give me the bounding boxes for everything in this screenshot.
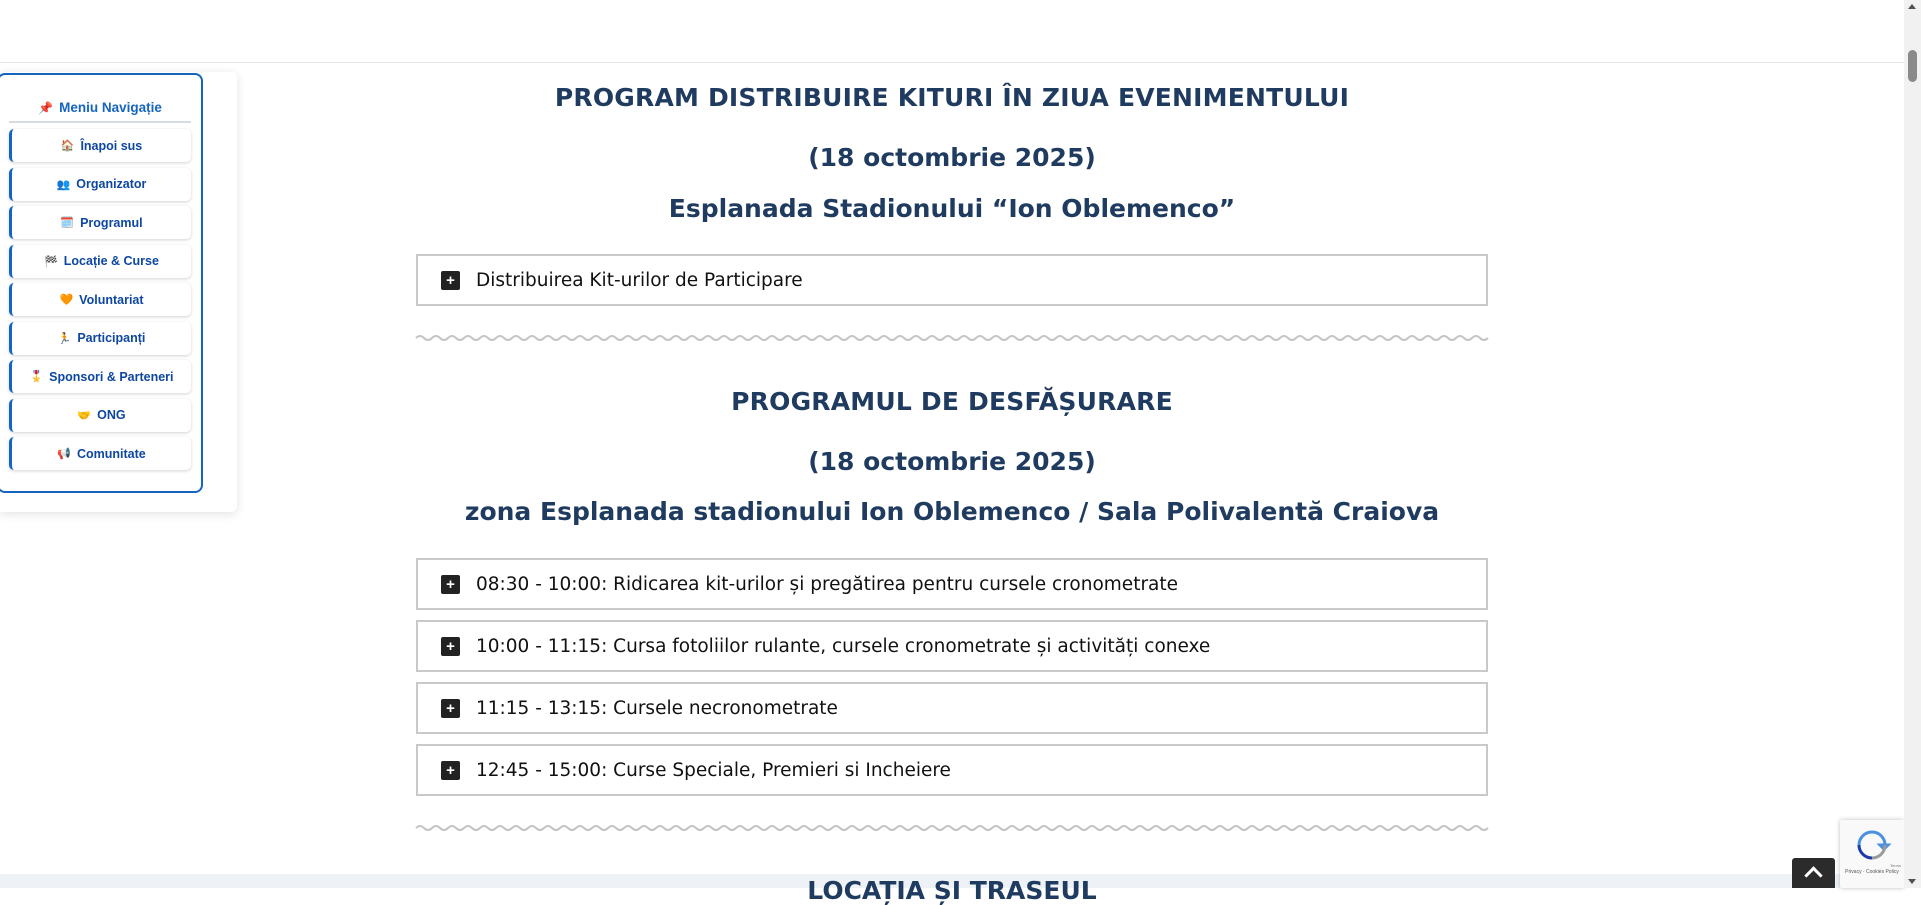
runner-icon: 🏃 (57, 332, 72, 345)
wave-divider (416, 821, 1488, 835)
kit-section-date: (18 octombrie 2025) (808, 143, 1096, 172)
side-navigation (0, 73, 203, 493)
nav-item-label: Comunitate (76, 446, 146, 461)
accordion-label: 08:30 - 10:00: Ridicarea kit-urilor și pregătirea pentru cursele cronometrate (476, 573, 1179, 595)
nav-item-label: Înapoi sus (80, 138, 143, 153)
nav-item-label: Voluntariat (79, 292, 144, 307)
kit-section-title: PROGRAM DISTRIBUIRE KITURI ÎN ZIUA EVENIMENTULUI (554, 83, 1350, 112)
program-section-title: PROGRAMUL DE DESFĂȘURARE (731, 387, 1173, 416)
house-icon: 🏠 (60, 140, 75, 152)
nav-item-locatie-curse[interactable] (9, 245, 191, 278)
accordion-label: Distribuirea Kit-urilor de Participare (476, 269, 803, 291)
plus-icon: + (441, 575, 460, 594)
recaptcha-policy[interactable]: Privacy · Cookies Policy (1845, 869, 1899, 875)
calendar-icon: 🗓️ (60, 217, 75, 229)
nav-item-participanti[interactable] (9, 322, 191, 355)
next-section-heading (0, 874, 1904, 905)
program-section-location: zona Esplanada stadionului Ion Oblemenco / Sala Polivalentă Craiova (464, 497, 1440, 526)
kit-section-location: Esplanada Stadionului “Ion Oblemenco” (668, 194, 1236, 223)
medal-icon: 🎖️ (29, 371, 44, 383)
accordion-label: 10:00 - 11:15: Cursa fotoliilor rulante, cursele cronometrate și activități conexe (476, 635, 1211, 657)
program-section-date: (18 octombrie 2025) (808, 447, 1096, 476)
nav-item-voluntariat[interactable] (9, 283, 191, 316)
accordion-program-item[interactable] (416, 682, 1488, 734)
wave-divider (416, 331, 1488, 345)
nav-item-ong[interactable] (9, 399, 191, 432)
nav-item-label: Locație & Curse (63, 254, 159, 268)
accordion-label: 11:15 - 13:15: Cursele necronometrate (476, 697, 838, 719)
accordion-program-item[interactable] (416, 620, 1488, 672)
scrollbar[interactable] (1904, 0, 1921, 888)
nav-item-label: Sponsori & Parteneri (49, 369, 174, 384)
back-to-top-button[interactable] (1792, 858, 1835, 888)
nav-list (9, 129, 191, 470)
nav-item-label: Organizator (76, 177, 147, 191)
site-header (0, 0, 1904, 63)
plus-icon: + (441, 699, 460, 718)
next-section-title: LOCAȚIA ȘI TRASEUL (807, 876, 1097, 905)
nav-item-sponsori-parteneri[interactable] (9, 360, 191, 393)
people-icon: 👥 (56, 178, 71, 191)
scrollbar-thumb[interactable] (1908, 50, 1917, 82)
megaphone-icon: 📢 (57, 448, 71, 460)
nav-title-text: Meniu Navigație (59, 100, 162, 115)
plus-icon: + (441, 637, 460, 656)
handshake-icon: 🤝 (77, 409, 92, 422)
chevron-up-icon (1804, 866, 1822, 884)
accordion-program-item[interactable] (416, 558, 1488, 610)
recaptcha-icon (1856, 829, 1888, 861)
accordion-kit-distribution[interactable] (416, 254, 1488, 306)
scroll-up-arrow-icon[interactable] (1908, 4, 1916, 9)
accordion-program-item[interactable] (416, 744, 1488, 796)
nav-title (9, 100, 191, 123)
nav-item-comunitate[interactable] (9, 437, 191, 470)
recaptcha-terms[interactable]: Terms (1890, 863, 1901, 868)
checkered-flag-icon: 🏁 (44, 255, 58, 268)
nav-item-programul[interactable] (9, 206, 191, 239)
recaptcha-badge[interactable] (1840, 820, 1904, 888)
plus-icon: + (441, 761, 460, 780)
nav-item-organizator[interactable] (9, 168, 191, 201)
nav-item-label: ONG (97, 408, 126, 422)
nav-item-inapoi-sus[interactable] (9, 129, 191, 162)
scroll-down-arrow-icon[interactable] (1908, 879, 1916, 884)
nav-item-label: Programul (80, 215, 143, 230)
nav-item-label: Participanți (77, 331, 146, 345)
accordion-label: 12:45 - 15:00: Curse Speciale, Premieri si Incheiere (476, 759, 951, 781)
pushpin-icon: 📌 (38, 101, 54, 115)
heart-icon: 🧡 (59, 294, 74, 306)
plus-icon: + (441, 271, 460, 290)
